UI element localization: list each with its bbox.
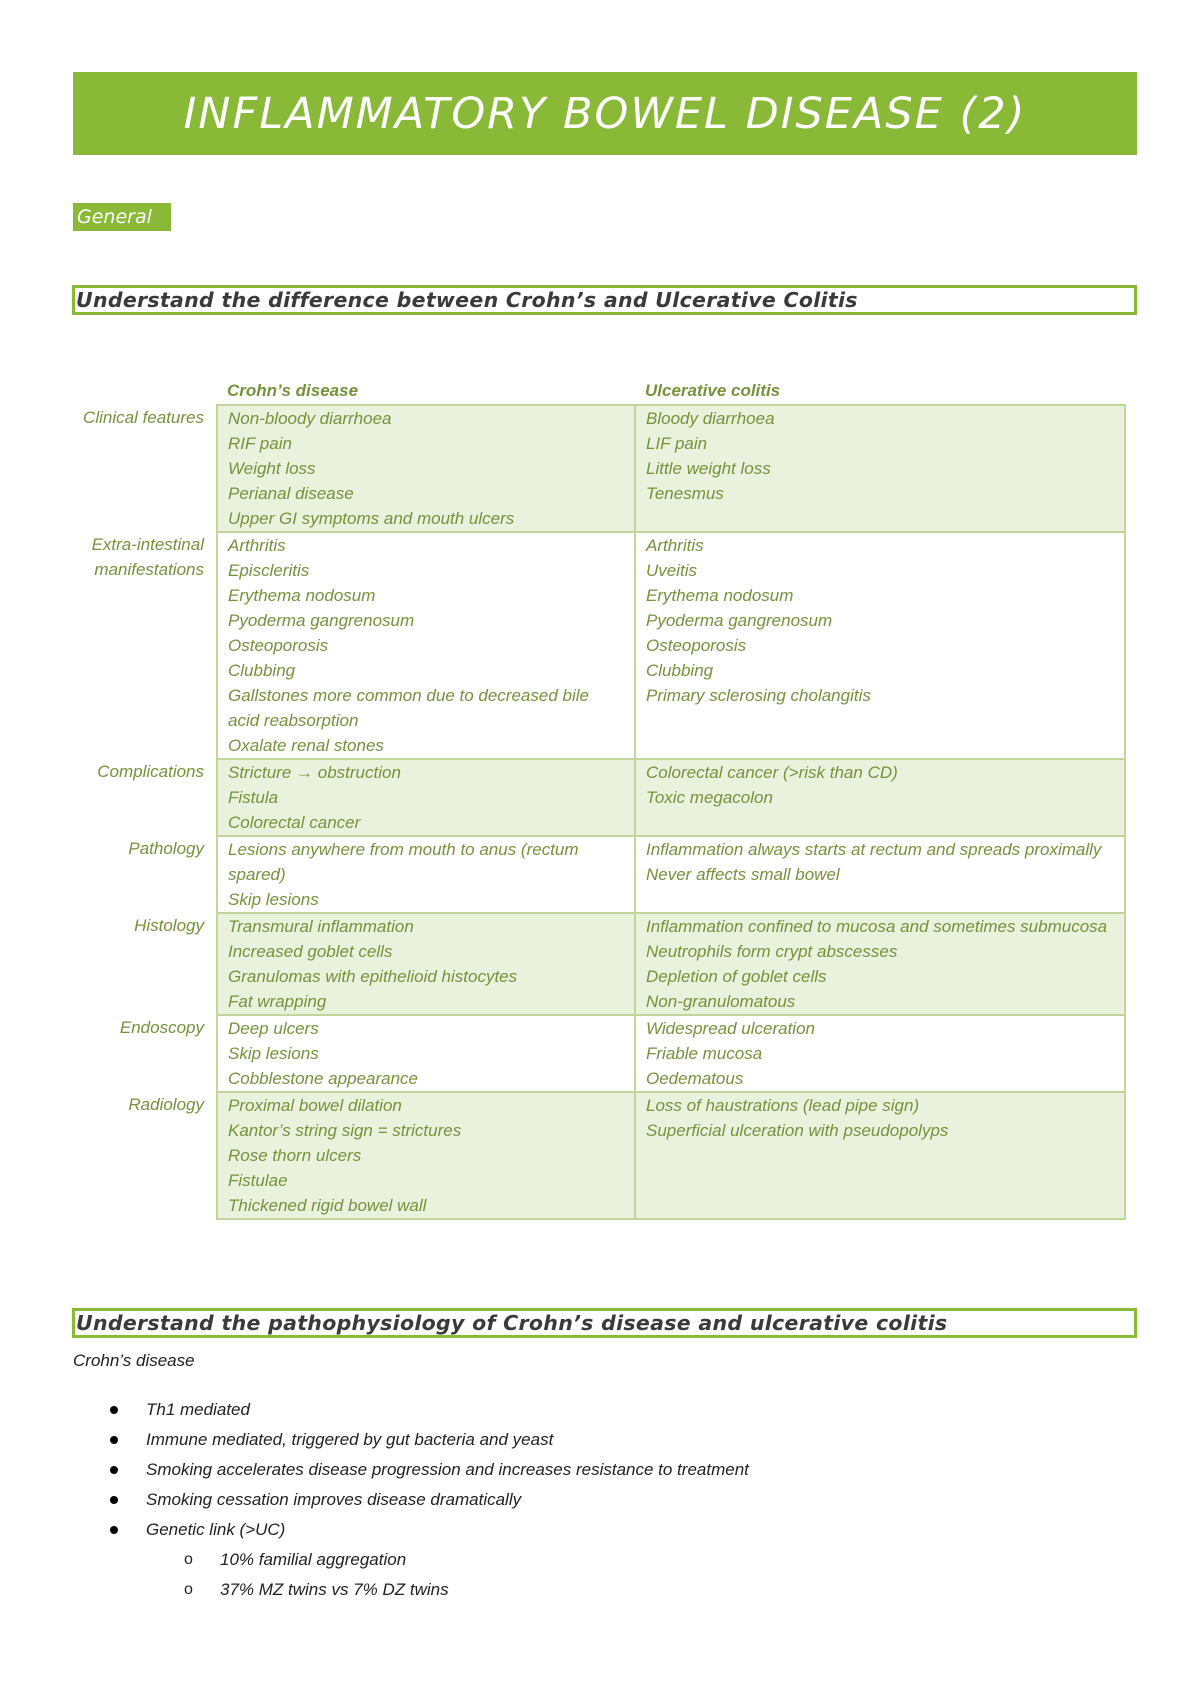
header-crohns: Crohn’s disease [227,381,359,400]
cell-line: Proximal bowel dilation [228,1096,402,1115]
cell-line: Inflammation confined to mucosa and sometimes submucosa [646,917,1108,936]
cell-line: Osteoporosis [228,636,329,655]
cell-line: Rose thorn ulcers [228,1146,362,1165]
bullet-dot-icon [110,1436,118,1444]
crohns-cell [217,913,635,1015]
bullet-dot-icon [110,1466,118,1474]
bullet-dot-icon [110,1496,118,1504]
cell-line: Cobblestone appearance [228,1069,418,1088]
cell-line: Erythema nodosum [228,586,376,605]
cell-line: Superficial ulceration with pseudopolyps [646,1121,949,1140]
comparison-table [60,378,1126,1220]
bullet-dot-icon [110,1406,118,1414]
sub-bullet-marker: o [184,1551,193,1568]
table-row [60,1015,1125,1092]
cell-line: Bloody diarrhoea [646,409,775,428]
bullet-text: Th1 mediated [146,1400,250,1419]
table-row [60,759,1125,836]
cell-line: Non-bloody diarrhoea [228,409,392,428]
table-row [60,836,1125,913]
cell-line: Stricture → obstruction [228,763,401,782]
cell-line: Episcleritis [228,561,310,580]
cell-line: Non-granulomatous [646,992,796,1011]
bullet-text: Smoking cessation improves disease dramatically [146,1490,522,1509]
bullet-list [100,1395,749,1605]
cell-line: Pyoderma gangrenosum [228,611,415,630]
sub-bullet-marker: o [184,1581,193,1598]
uc-cell [635,1092,1125,1219]
cell-line: Osteoporosis [646,636,747,655]
cell-line: Erythema nodosum [646,586,794,605]
uc-cell [635,913,1125,1015]
cell-line: Oedematous [646,1069,744,1088]
crohns-cell [217,836,635,913]
cell-line: Gallstones more common due to decreased bile acid reabsorption [228,686,589,730]
cell-line: Fistula [228,788,279,807]
cell-line: Perianal disease [228,484,354,503]
sub-bullet-text: 37% MZ twins vs 7% DZ twins [220,1580,449,1599]
subheading-crohns: Crohn’s disease [73,1351,195,1370]
category-tag: General [73,203,171,231]
cell-line: Kantor’s string sign = strictures [228,1121,462,1140]
cell-line: Loss of haustrations (lead pipe sign) [646,1096,920,1115]
cell-line: Toxic megacolon [646,788,773,807]
uc-cell [635,405,1125,532]
row-label: Extra-intestinal manifestations [91,535,204,579]
cell-line: RIF pain [228,434,292,453]
section-heading-pathophysiology: Understand the pathophysiology of Crohn’s disease and ulcerative colitis [72,1308,1137,1338]
bullet-text: Genetic link (>UC) [146,1520,286,1539]
table-row [60,405,1125,532]
crohns-cell [217,405,635,532]
row-label: Histology [134,916,204,935]
table-row [60,1092,1125,1219]
table-row [60,532,1125,759]
cell-line: Colorectal cancer [228,813,361,832]
bullet-dot-icon [110,1526,118,1534]
cell-line: Increased goblet cells [228,942,393,961]
section-heading-difference: Understand the difference between Crohn’s and Ulcerative Colitis [72,285,1137,315]
row-label: Complications [97,762,204,781]
cell-line: Skip lesions [228,1044,319,1063]
list-item [100,1455,749,1485]
cell-line: Depletion of goblet cells [646,967,827,986]
crohns-cell [217,532,635,759]
list-item [100,1425,749,1455]
cell-line: Clubbing [228,661,296,680]
header-empty [60,378,217,405]
table-row [60,913,1125,1015]
cell-line: Friable mucosa [646,1044,763,1063]
cell-line: Fat wrapping [228,992,327,1011]
sub-list-item [100,1575,749,1605]
cell-line: Upper GI symptoms and mouth ulcers [228,509,515,528]
page-title: INFLAMMATORY BOWEL DISEASE (2) [73,72,1137,155]
cell-line: LIF pain [646,434,708,453]
cell-line: Deep ulcers [228,1019,319,1038]
crohns-cell [217,759,635,836]
row-label: Endoscopy [119,1018,204,1037]
cell-line: Skip lesions [228,890,319,909]
crohns-cell [217,1015,635,1092]
cell-line: Colorectal cancer (>risk than CD) [646,763,898,782]
cell-line: Oxalate renal stones [228,736,384,755]
cell-line: Fistulae [228,1171,288,1190]
cell-line: Transmural inflammation [228,917,414,936]
bullet-text: Smoking accelerates disease progression and increases resistance to treatment [146,1460,749,1479]
cell-line: Never affects small bowel [646,865,840,884]
cell-line: Arthritis [646,536,704,555]
cell-line: Little weight loss [646,459,771,478]
row-label: Radiology [128,1095,204,1114]
cell-line: Primary sclerosing cholangitis [646,686,871,705]
list-item [100,1395,749,1425]
cell-line: Pyoderma gangrenosum [646,611,833,630]
cell-line: Granulomas with epithelioid histocytes [228,967,518,986]
cell-line: Arthritis [228,536,286,555]
uc-cell [635,759,1125,836]
cell-line: Tenesmus [646,484,724,503]
uc-cell [635,1015,1125,1092]
bullet-text: Immune mediated, triggered by gut bacteria and yeast [146,1430,554,1449]
cell-line: Weight loss [228,459,316,478]
list-item [100,1515,749,1545]
cell-line: Uveitis [646,561,698,580]
sub-list-item [100,1545,749,1575]
uc-cell [635,836,1125,913]
cell-line: Widespread ulceration [646,1019,815,1038]
crohns-cell [217,1092,635,1219]
row-label: Clinical features [83,408,204,427]
row-label: Pathology [128,839,204,858]
uc-cell [635,532,1125,759]
header-uc: Ulcerative colitis [645,381,781,400]
sub-bullet-text: 10% familial aggregation [220,1550,407,1569]
table-body [60,405,1125,1219]
cell-line: Clubbing [646,661,714,680]
list-item [100,1485,749,1515]
cell-line: Inflammation always starts at rectum and spreads proximally [646,840,1102,859]
table-header-row [60,378,1125,405]
cell-line: Thickened rigid bowel wall [228,1196,427,1215]
cell-line: Lesions anywhere from mouth to anus (rectum spared) [228,840,579,884]
cell-line: Neutrophils form crypt abscesses [646,942,898,961]
